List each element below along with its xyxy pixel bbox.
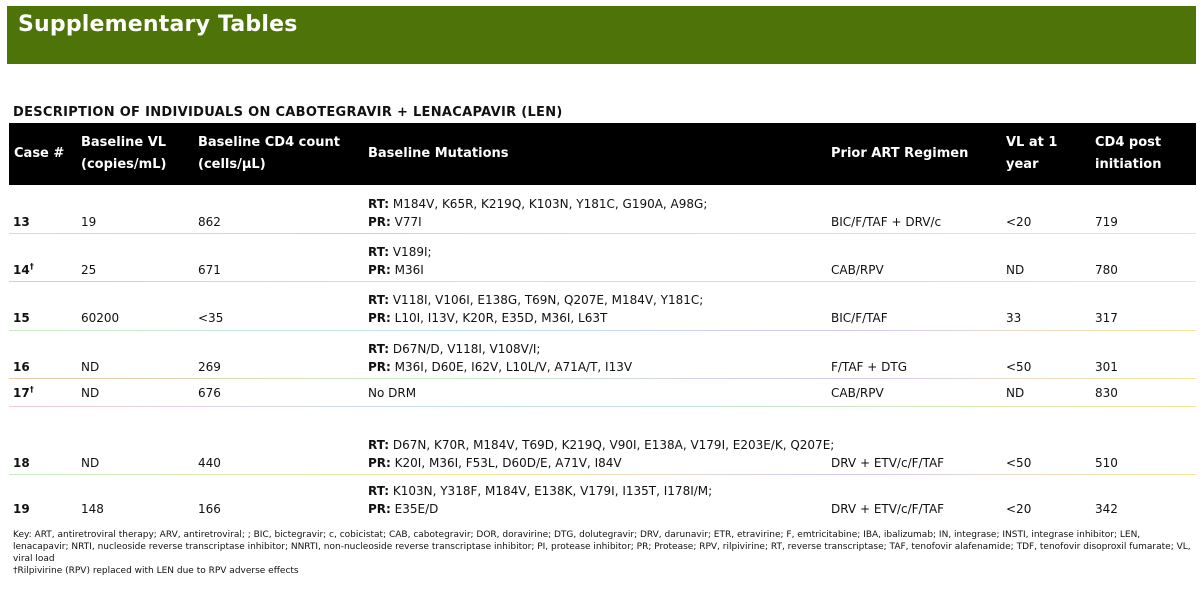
mutation-text: M184V, K65R, K219Q, K103N, Y181C, G190A, A98G;: [389, 197, 708, 211]
header-case: Case #: [14, 146, 65, 161]
mutation-text: M36I: [390, 263, 424, 277]
case-footnote-mark: †: [29, 385, 34, 394]
case-number: 18: [13, 456, 30, 470]
case-cell: [13, 454, 30, 472]
header-cd4-post-line1: CD4 post: [1095, 135, 1162, 150]
baseline-vl-cell: 148: [81, 502, 104, 516]
mutations-cell: [368, 340, 632, 376]
vl-1-year-cell: <20: [1006, 215, 1032, 229]
mutation-text: L10I, I13V, K20R, E35D, M36I, L63T: [390, 311, 608, 325]
mutation-line-rt: [368, 340, 632, 358]
mutation-label: RT:: [368, 342, 390, 356]
cd4-post-cell: 301: [1095, 360, 1118, 374]
mutation-text: D67N/D, V118I, V108V/I;: [389, 342, 541, 356]
baseline-cd4-cell: <35: [198, 311, 224, 325]
prior-art-cell: BIC/F/TAF + DRV/c: [831, 215, 942, 229]
mutation-line-pr: [368, 500, 712, 518]
case-number: 19: [13, 502, 30, 516]
header-vl-1-year-line1: VL at 1: [1006, 135, 1058, 150]
case-number: 14: [13, 263, 30, 277]
table-row: [9, 379, 1196, 407]
mutation-line-rt: [368, 243, 432, 261]
mutation-line-rt: [368, 291, 703, 309]
mutation-label: PR:: [368, 263, 391, 277]
table-row: [9, 331, 1196, 379]
cd4-post-cell: 317: [1095, 311, 1118, 325]
vl-1-year-cell: <20: [1006, 502, 1032, 516]
baseline-cd4-cell: 671: [198, 263, 221, 277]
cd4-post-cell: 780: [1095, 263, 1118, 277]
banner-title: Supplementary Tables: [18, 12, 298, 37]
banner: [7, 6, 1196, 64]
table-row: [9, 282, 1196, 331]
mutation-label: RT:: [368, 245, 390, 259]
mutation-label: PR:: [368, 215, 391, 229]
mutation-text: V118I, V106I, E138G, T69N, Q207E, M184V, Y181C;: [389, 293, 704, 307]
header-vl-1-year: [1006, 132, 1057, 176]
table-footnotes: [13, 529, 1193, 577]
baseline-vl-cell: ND: [81, 360, 100, 374]
mutations-cell: [368, 482, 712, 518]
baseline-cd4-cell: 862: [198, 215, 221, 229]
baseline-cd4-cell: 440: [198, 456, 221, 470]
vl-1-year-cell: <50: [1006, 360, 1032, 374]
vl-1-year-cell: ND: [1006, 263, 1025, 277]
baseline-cd4-cell: 166: [198, 502, 221, 516]
baseline-vl-cell: 25: [81, 263, 97, 277]
case-cell: [13, 384, 34, 402]
prior-art-cell: DRV + ETV/c/F/TAF: [831, 456, 945, 470]
case-footnote-mark: †: [29, 262, 34, 271]
baseline-vl-cell: ND: [81, 456, 100, 470]
case-cell: [13, 261, 34, 279]
mutation-label: PR:: [368, 311, 391, 325]
mutation-text: V77I: [390, 215, 422, 229]
header-baseline-cd4: [198, 132, 340, 176]
mutation-text: D67N, K70R, M184V, T69D, K219Q, V90I, E138A, V179I, E203E/K, Q207E;: [389, 438, 835, 452]
table-header: [9, 123, 1196, 185]
table-row: [9, 234, 1196, 282]
mutation-text: E35E/D: [390, 502, 439, 516]
table-row: [9, 407, 1196, 475]
case-number: 16: [13, 360, 30, 374]
vl-1-year-cell: <50: [1006, 456, 1032, 470]
mutation-label: RT:: [368, 484, 390, 498]
mutation-text: V189I;: [389, 245, 432, 259]
mutation-line-pr: [368, 309, 703, 327]
abbreviation-key: Key: ART, antiretroviral therapy; ARV, antiretroviral; ; BIC, bictegravir; c, cobicistat; CAB, cabotegravir; DOR, doravirine; DTG, dolutegravir; DRV, darunavir; ETR, etravirine; F, emtricitabine; IBA, ibalizumab; IN, integrase; INSTI, integrase inhibitor; LEN, lenacapavir; NRTI, nucleoside reverse transcriptase inhibitor; NNRTI, non-nucleoside reverse transcriptase inhibitor; PI, protease inhibitor; PR; Protease; RPV, rilpivirine; RT, reverse transcriptase; TAF, tenofovir alafenamide; TDF, tenofovir disoproxil fumarate; VL, viral load: [13, 530, 1191, 564]
prior-art-cell: DRV + ETV/c/F/TAF: [831, 502, 945, 516]
table-title: DESCRIPTION OF INDIVIDUALS ON CABOTEGRAVIR + LENACAPAVIR (LEN): [13, 105, 563, 120]
mutation-label: RT:: [368, 293, 390, 307]
mutation-text: M36I, D60E, I62V, L10L/V, A71A/T, I13V: [390, 360, 633, 374]
mutation-line-pr: [368, 261, 432, 279]
case-number: 15: [13, 311, 30, 325]
prior-art-cell: BIC/F/TAF: [831, 311, 888, 325]
mutation-line-pr: [368, 213, 707, 231]
mutation-line-pr: [368, 454, 834, 472]
vl-1-year-cell: ND: [1006, 386, 1025, 400]
prior-art-cell: F/TAF + DTG: [831, 360, 908, 374]
vl-1-year-cell: 33: [1006, 311, 1022, 325]
mutation-label: RT:: [368, 438, 390, 452]
baseline-vl-cell: 19: [81, 215, 97, 229]
case-cell: [13, 500, 30, 518]
mutation-line-rt: [368, 482, 712, 500]
header-baseline-cd4-line2: (cells/µL): [198, 157, 266, 172]
mutation-line-rt: [368, 436, 834, 454]
mutation-text: K20I, M36I, F53L, D60D/E, A71V, I84V: [390, 456, 622, 470]
prior-art-cell: CAB/RPV: [831, 263, 884, 277]
case-number: 13: [13, 215, 30, 229]
header-cd4-post: [1095, 132, 1161, 176]
case-cell: [13, 213, 30, 231]
table-row: [9, 185, 1196, 234]
mutation-line-pr: [368, 358, 632, 376]
mutation-label: PR:: [368, 360, 391, 374]
mutations-cell: [368, 291, 703, 327]
header-vl-1-year-line2: year: [1006, 157, 1039, 172]
header-mutations: Baseline Mutations: [368, 146, 509, 161]
mutation-label: RT:: [368, 197, 390, 211]
header-baseline-cd4-line1: Baseline CD4 count: [198, 135, 341, 150]
footnote-dagger: †Rilpivirine (RPV) replaced with LEN due to RPV adverse effects: [13, 566, 299, 576]
mutations-cell: [368, 195, 707, 231]
header-baseline-vl-line2: (copies/mL): [81, 157, 167, 172]
mutations-cell: [368, 243, 432, 279]
cd4-post-cell: 342: [1095, 502, 1118, 516]
cd4-post-cell: 830: [1095, 386, 1118, 400]
baseline-cd4-cell: 676: [198, 386, 221, 400]
header-prior-art: Prior ART Regimen: [831, 146, 969, 161]
baseline-cd4-cell: 269: [198, 360, 221, 374]
cd4-post-cell: 719: [1095, 215, 1118, 229]
mutation-text: K103N, Y318F, M184V, E138K, V179I, I135T, I178I/M;: [389, 484, 713, 498]
header-cd4-post-line2: initiation: [1095, 157, 1162, 172]
header-baseline-vl-line1: Baseline VL: [81, 135, 167, 150]
header-baseline-vl: [81, 132, 166, 176]
case-number: 17: [13, 386, 30, 400]
baseline-vl-cell: 60200: [81, 311, 120, 325]
mutations-cell: [368, 436, 834, 472]
mutations-cell: No DRM: [368, 386, 417, 400]
mutation-label: PR:: [368, 456, 391, 470]
table-row: [9, 475, 1196, 519]
prior-art-cell: CAB/RPV: [831, 386, 884, 400]
data-table: [9, 123, 1196, 519]
case-cell: [13, 358, 30, 376]
cd4-post-cell: 510: [1095, 456, 1118, 470]
mutation-line-rt: [368, 195, 707, 213]
baseline-vl-cell: ND: [81, 386, 100, 400]
case-cell: [13, 309, 30, 327]
mutation-label: PR:: [368, 502, 391, 516]
